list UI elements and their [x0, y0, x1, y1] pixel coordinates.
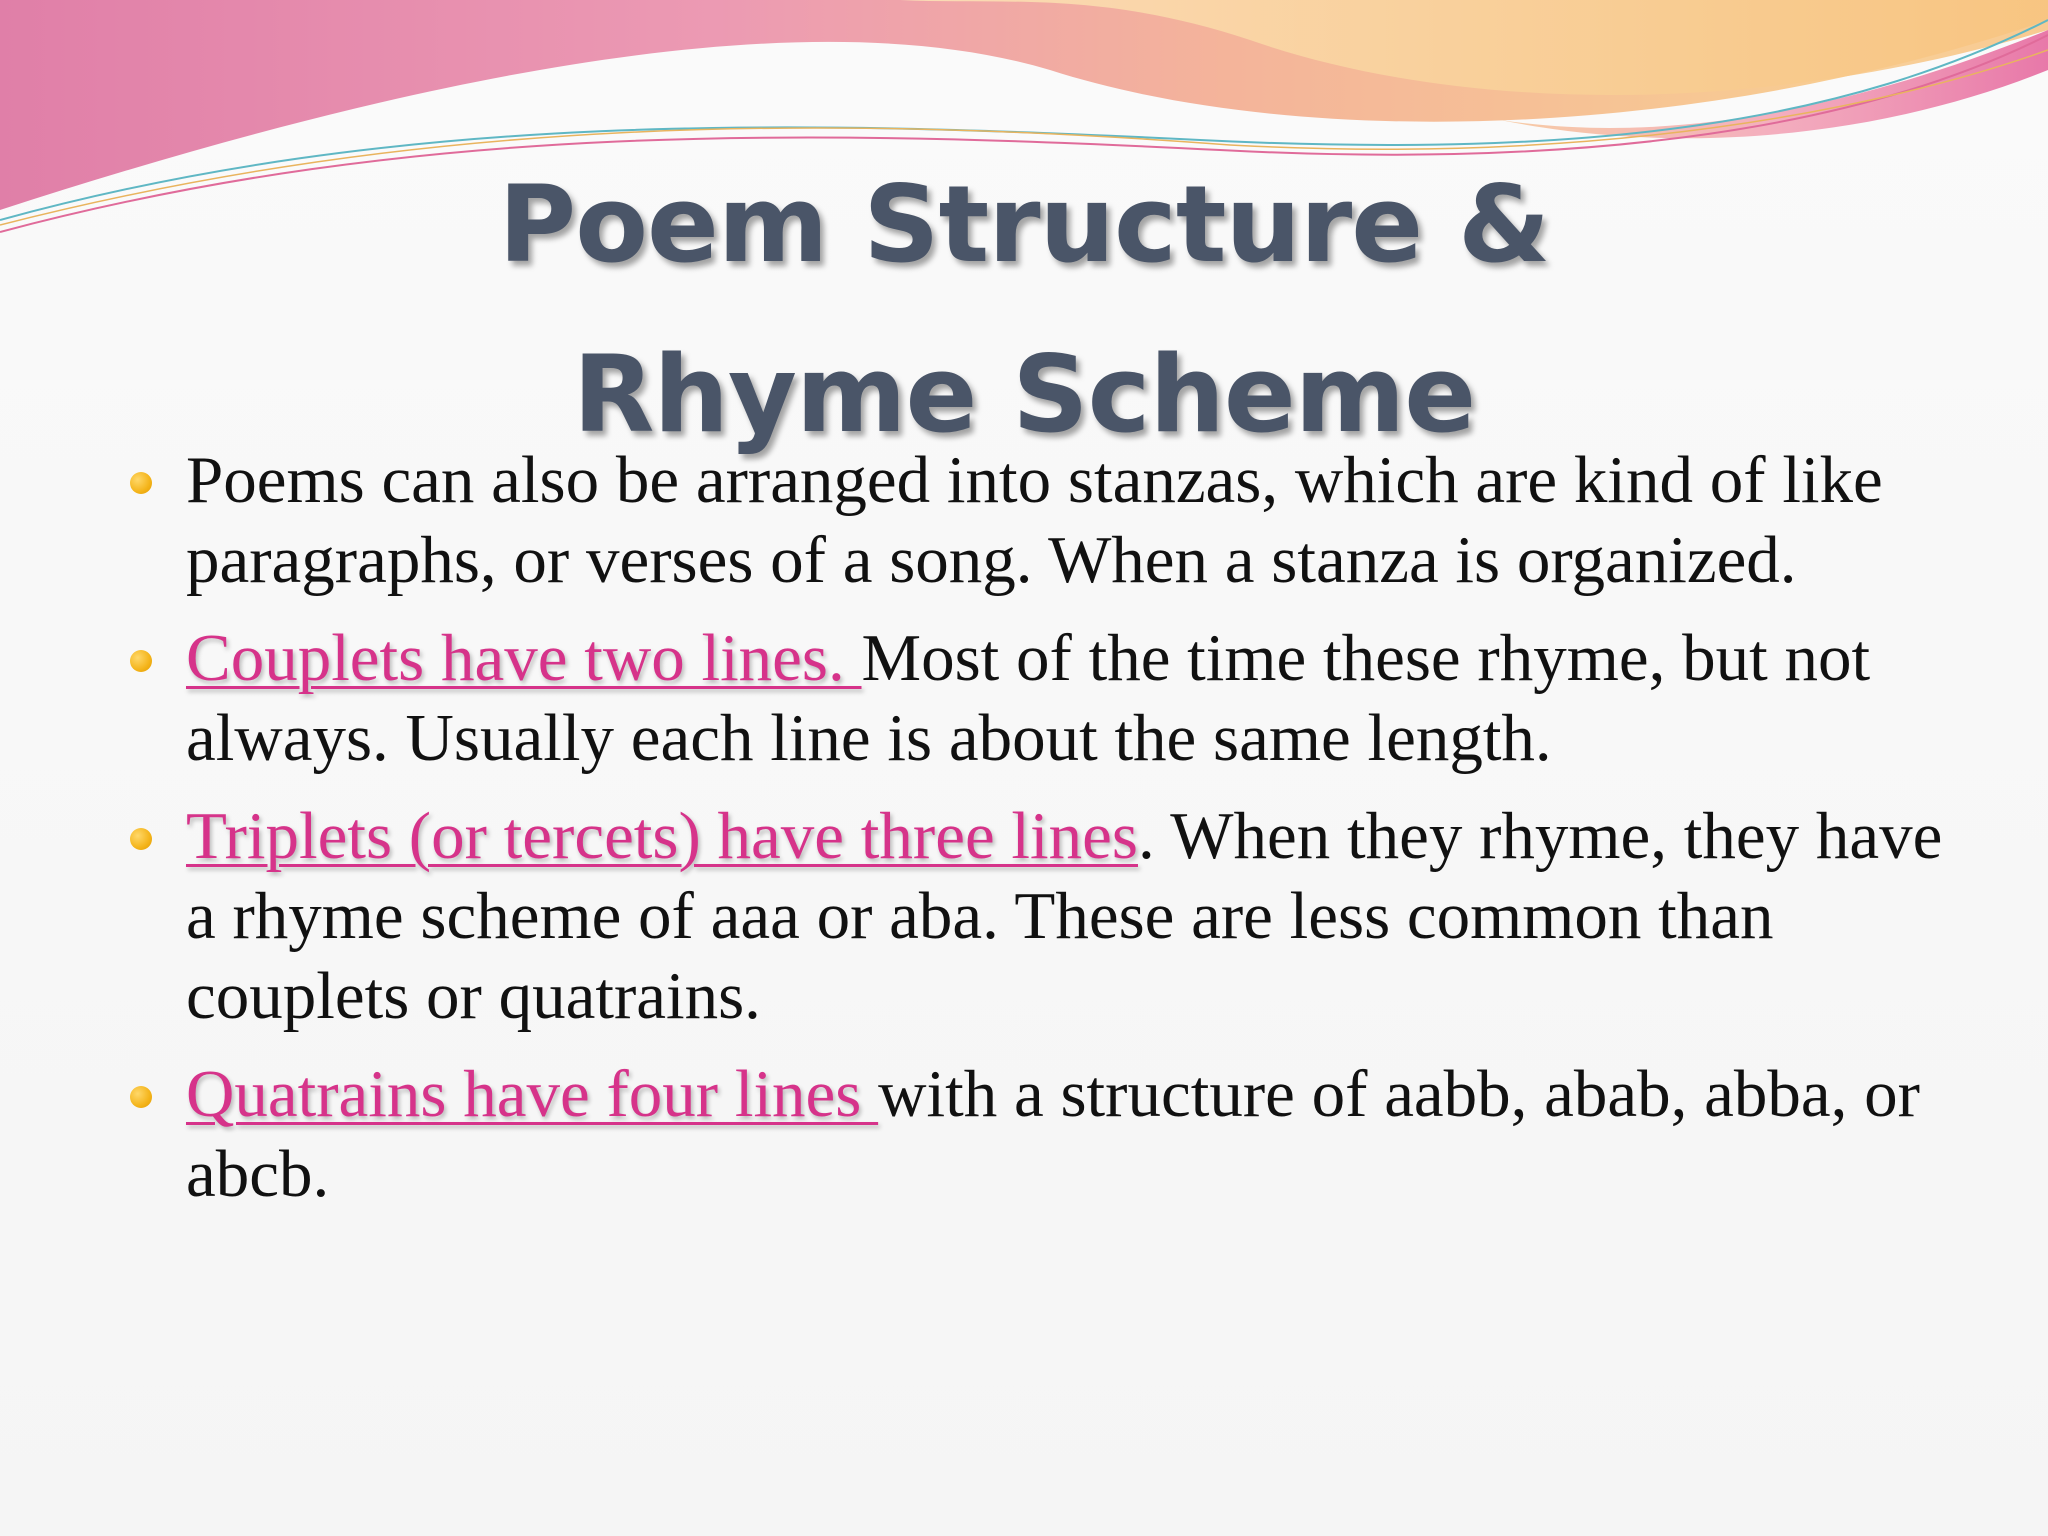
bullet-dot-icon [130, 828, 152, 850]
triplets-link[interactable]: Triplets (or tercets) have three lines [186, 799, 1138, 873]
couplets-link[interactable]: Couplets have two lines. [186, 621, 862, 695]
bullet-text: with a structure of aabb, abab, abba, or abcb. [186, 1057, 1920, 1211]
title-line-1: Poem Structure & [498, 163, 1550, 286]
bullet-item-triplets [130, 796, 1950, 1036]
title-line-2: Rhyme Scheme [572, 333, 1476, 456]
bullet-item-couplets [130, 618, 1950, 778]
bullet-item-quatrains [130, 1054, 1950, 1214]
bullet-dot-icon [130, 472, 152, 494]
bullet-text: . When they rhyme, they have a rhyme scheme of aaa or aba. These are less common than couplets or quatrains. [186, 799, 1943, 1033]
bullet-text: Poems can also be arranged into stanzas, which are kind of like paragraphs, or verses of a song. When a stanza is organized. [186, 443, 1883, 597]
slide-title [0, 140, 2048, 480]
bullet-dot-icon [130, 1086, 152, 1108]
quatrains-link[interactable]: Quatrains have four lines [186, 1057, 879, 1131]
bullet-text: Most of the time these rhyme, but not always. Usually each line is about the same length. [186, 621, 1871, 775]
bullet-list [130, 440, 1950, 1232]
bullet-dot-icon [130, 650, 152, 672]
bullet-item-stanzas [130, 440, 1950, 600]
